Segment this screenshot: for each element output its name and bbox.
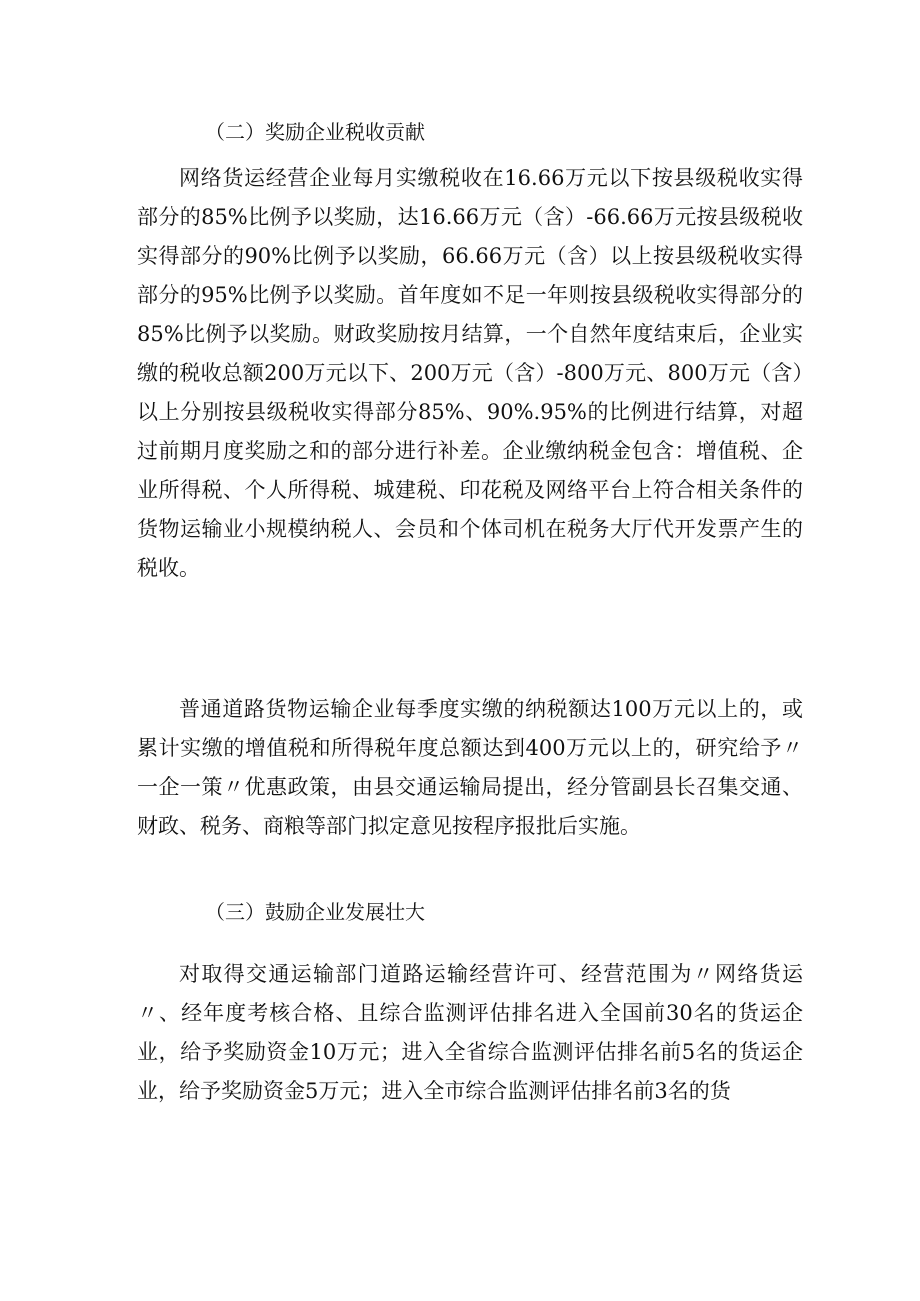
paragraph-tax-reward: 网络货运经营企业每月实缴税收在16.66万元以下按县级税收实得部分的85%比例予以奖励，达16.66万元（含）-66.66万元按县级税收实得部分的90%比例予以奖励，66.66万元（含）以上按县级税收实得部分的95%比例予以奖励。首年度如不足一年则按县级税收实得部分的85%比例予以奖励。财政奖励按月结算，一个自然年度结束后，企业实缴的税收总额200万元以下、200万元（含）-800万元、800万元（含）以上分别按县级税收实得部分85%、90%.95%的比例进行结算，对超过前期月度奖励之和的部分进行补差。企业缴纳税金包含：增值税、企业所得税、个人所得税、城建税、印花税及网络平台上符合相关条件的货物运输业小规模纳税人、会员和个体司机在税务大厅代开发票产生的税收。 [137, 166, 803, 580]
paragraph-growth-reward: 对取得交通运输部门道路运输经营许可、经营范围为〃网络货运〃、经年度考核合格、且综合监测评估排名进入全国前30名的货运企业，给予奖励资金10万元；进入全省综合监测评估排名前5名的货运企业，给予奖励资金5万元；进入全市综合监测评估排名前3名的货 [137, 962, 803, 1103]
section-heading-3: （三）鼓励企业发展壮大 [205, 900, 425, 924]
section-heading-2: （二）奖励企业税收贡献 [205, 120, 425, 144]
paragraph-road-freight-policy: 普通道路货物运输企业每季度实缴的纳税额达100万元以上的，或累计实缴的增值税和所得税年度总额达到400万元以上的，研究给予〃一企一策〃优惠政策，由县交通运输局提出，经分管副县长召集交通、财政、税务、商粮等部门拟定意见按程序报批后实施。 [137, 697, 803, 838]
